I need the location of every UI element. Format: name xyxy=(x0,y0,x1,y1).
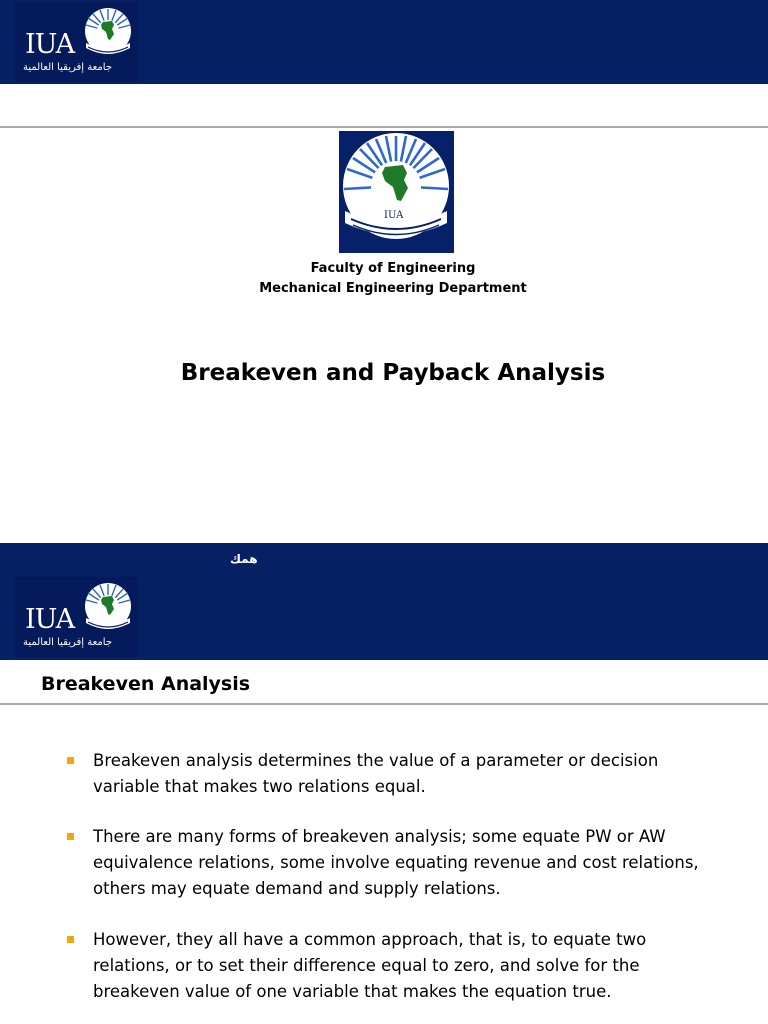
department-name: Mechanical Engineering Department xyxy=(259,281,527,296)
logo-arabic-text: جامعة إفريقيا العالمية xyxy=(23,62,113,73)
africa-emblem-icon xyxy=(78,7,138,63)
arabic-note: همك xyxy=(230,552,258,566)
bullet-square-icon xyxy=(67,757,74,764)
section-title: Breakeven Analysis xyxy=(41,673,251,695)
bullet-text: However, they all have a common approach, that is, to equate two relations, or to set their difference equal to zero, and solve for the breakeven value of one variable that makes the equation true. xyxy=(93,930,647,1001)
slide-2 xyxy=(0,543,768,1024)
university-logo xyxy=(15,577,138,657)
logo-arabic-text: جامعة إفريقيا العالمية xyxy=(23,637,113,648)
logo-text: IUA xyxy=(25,29,75,60)
bullet-square-icon xyxy=(67,936,74,943)
bullet-text: Breakeven analysis determines the value of a parameter or decision variable that makes two relations equal. xyxy=(93,751,659,796)
presentation-title: Breakeven and Payback Analysis xyxy=(180,360,606,386)
bullet-item xyxy=(67,748,727,800)
university-logo xyxy=(15,2,138,82)
divider xyxy=(0,126,768,128)
africa-emblem-icon xyxy=(78,582,138,638)
center-university-emblem xyxy=(339,131,454,253)
center-logo-text: IUA xyxy=(384,210,404,221)
africa-emblem-icon xyxy=(339,131,454,253)
faculty-name: Faculty of Engineering xyxy=(310,261,476,276)
divider xyxy=(0,703,768,705)
bullet-item xyxy=(67,824,727,902)
logo-text: IUA xyxy=(25,604,75,635)
bullet-square-icon xyxy=(67,833,74,840)
bullet-text: There are many forms of breakeven analysis; some equate PW or AW equivalence relations, some involve equating revenue and cost relations, others may equate demand and supply relations. xyxy=(93,827,699,898)
bullet-item xyxy=(67,927,727,1005)
